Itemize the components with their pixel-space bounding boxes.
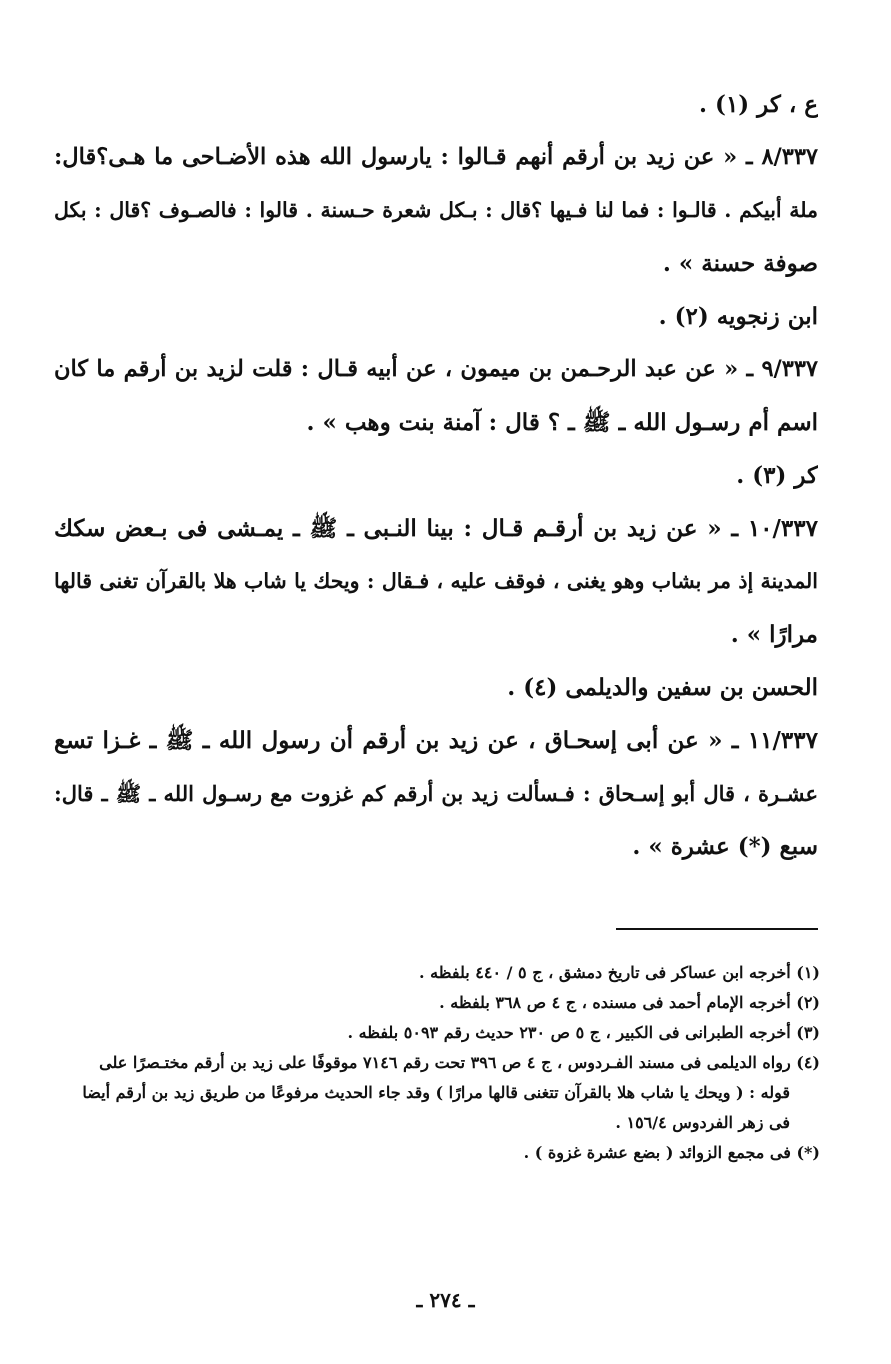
text-line: كر (٣) . — [736, 462, 818, 489]
page-number: ـ ٢٧٤ ـ — [416, 1288, 475, 1312]
main-text — [54, 78, 818, 873]
footnote-line: (٢) أخرجه الإمام أحمد فى مسنده ، ج ٤ ص ٣٦٨ بلفظه . — [439, 993, 820, 1012]
text-line: سبع (*) عشرة » . — [632, 833, 818, 860]
footnote-line: (٣) أخرجه الطبرانى فى الكبير ، ج ٥ ص ٢٣٠ حديث رقم ٥٠٩٣ بلفظه . — [347, 1023, 820, 1042]
text-line: ملة أبيكم . قالـوا : فما لنا فـيها ؟قال : بـكل شعرة حـسنة . قالوا : فالصـوف ؟قال : بكل — [54, 198, 818, 222]
footnote-line: (١) أخرجه ابن عساكر فى تاريخ دمشق ، ج ٥ / ٤٤٠ بلفظه . — [419, 963, 820, 982]
text-line: ١١/٣٣٧ ـ « عن أبى إسحـاق ، عن زيد بن أرقم أن رسول الله ـ ﷺ ـ غـزا تسع — [54, 727, 818, 754]
text-line: المدينة إذ مر بشاب وهو يغنى ، فوقف عليه ، فـقال : ويحك يا شاب هلا بالقرآن تغنى قالها — [54, 569, 818, 593]
text-line: ٩/٣٣٧ ـ « عن عبد الرحـمن بن ميمون ، عن أبيه قـال : قلت لزيد بن أرقم ما كان — [54, 356, 818, 382]
text-line: ٨/٣٣٧ ـ « عن زيد بن أرقم أنهم قـالوا : يارسول الله هذه الأضـاحى ما هـى؟قال: — [54, 144, 818, 170]
text-line: الحسن بن سفين والديلمى (٤) . — [507, 674, 818, 701]
text-line: صوفة حسنة » . — [662, 250, 818, 277]
text-line: ١٠/٣٣٧ ـ « عن زيد بن أرقـم قـال : بينا النـبى ـ ﷺ ـ يمـشى فى بـعض سكك — [54, 515, 818, 542]
footnote-line: (*) فى مجمع الزوائد ( بضع عشرة غزوة ) . — [523, 1143, 820, 1162]
footnotes — [54, 958, 820, 1168]
footnote-divider — [616, 928, 818, 930]
footnote-line: (٤) رواه الديلمى فى مسند الفـردوس ، ج ٤ ص ٣٩٦ تحت رقم ٧١٤٦ موقوفًا على زيد بن أرقم مختـصرًا على — [99, 1053, 820, 1072]
text-line: ابن زنجويه (٢) . — [658, 303, 818, 330]
footnote-line: قوله : ( ويحك يا شاب هلا بالقرآن تتغنى قالها مرارًا ) وقد جاء الحديث مرفوعًا من طريق زيد بن أرقم أيضا — [82, 1083, 790, 1102]
text-line: ع ، كر (١) . — [699, 91, 818, 118]
text-line: مرارًا » . — [730, 621, 818, 648]
text-line: اسم أم رسـول الله ـ ﷺ ـ ؟ قال : آمنة بنت وهب » . — [306, 409, 818, 436]
footnote-line: فى زهر الفردوس ١٥٦/٤ . — [615, 1113, 790, 1132]
text-line: عشـرة ، قال أبو إسـحاق : فـسألت زيد بن أرقم كم غزوت مع رسـول الله ـ ﷺ ـ قال: — [54, 781, 818, 806]
